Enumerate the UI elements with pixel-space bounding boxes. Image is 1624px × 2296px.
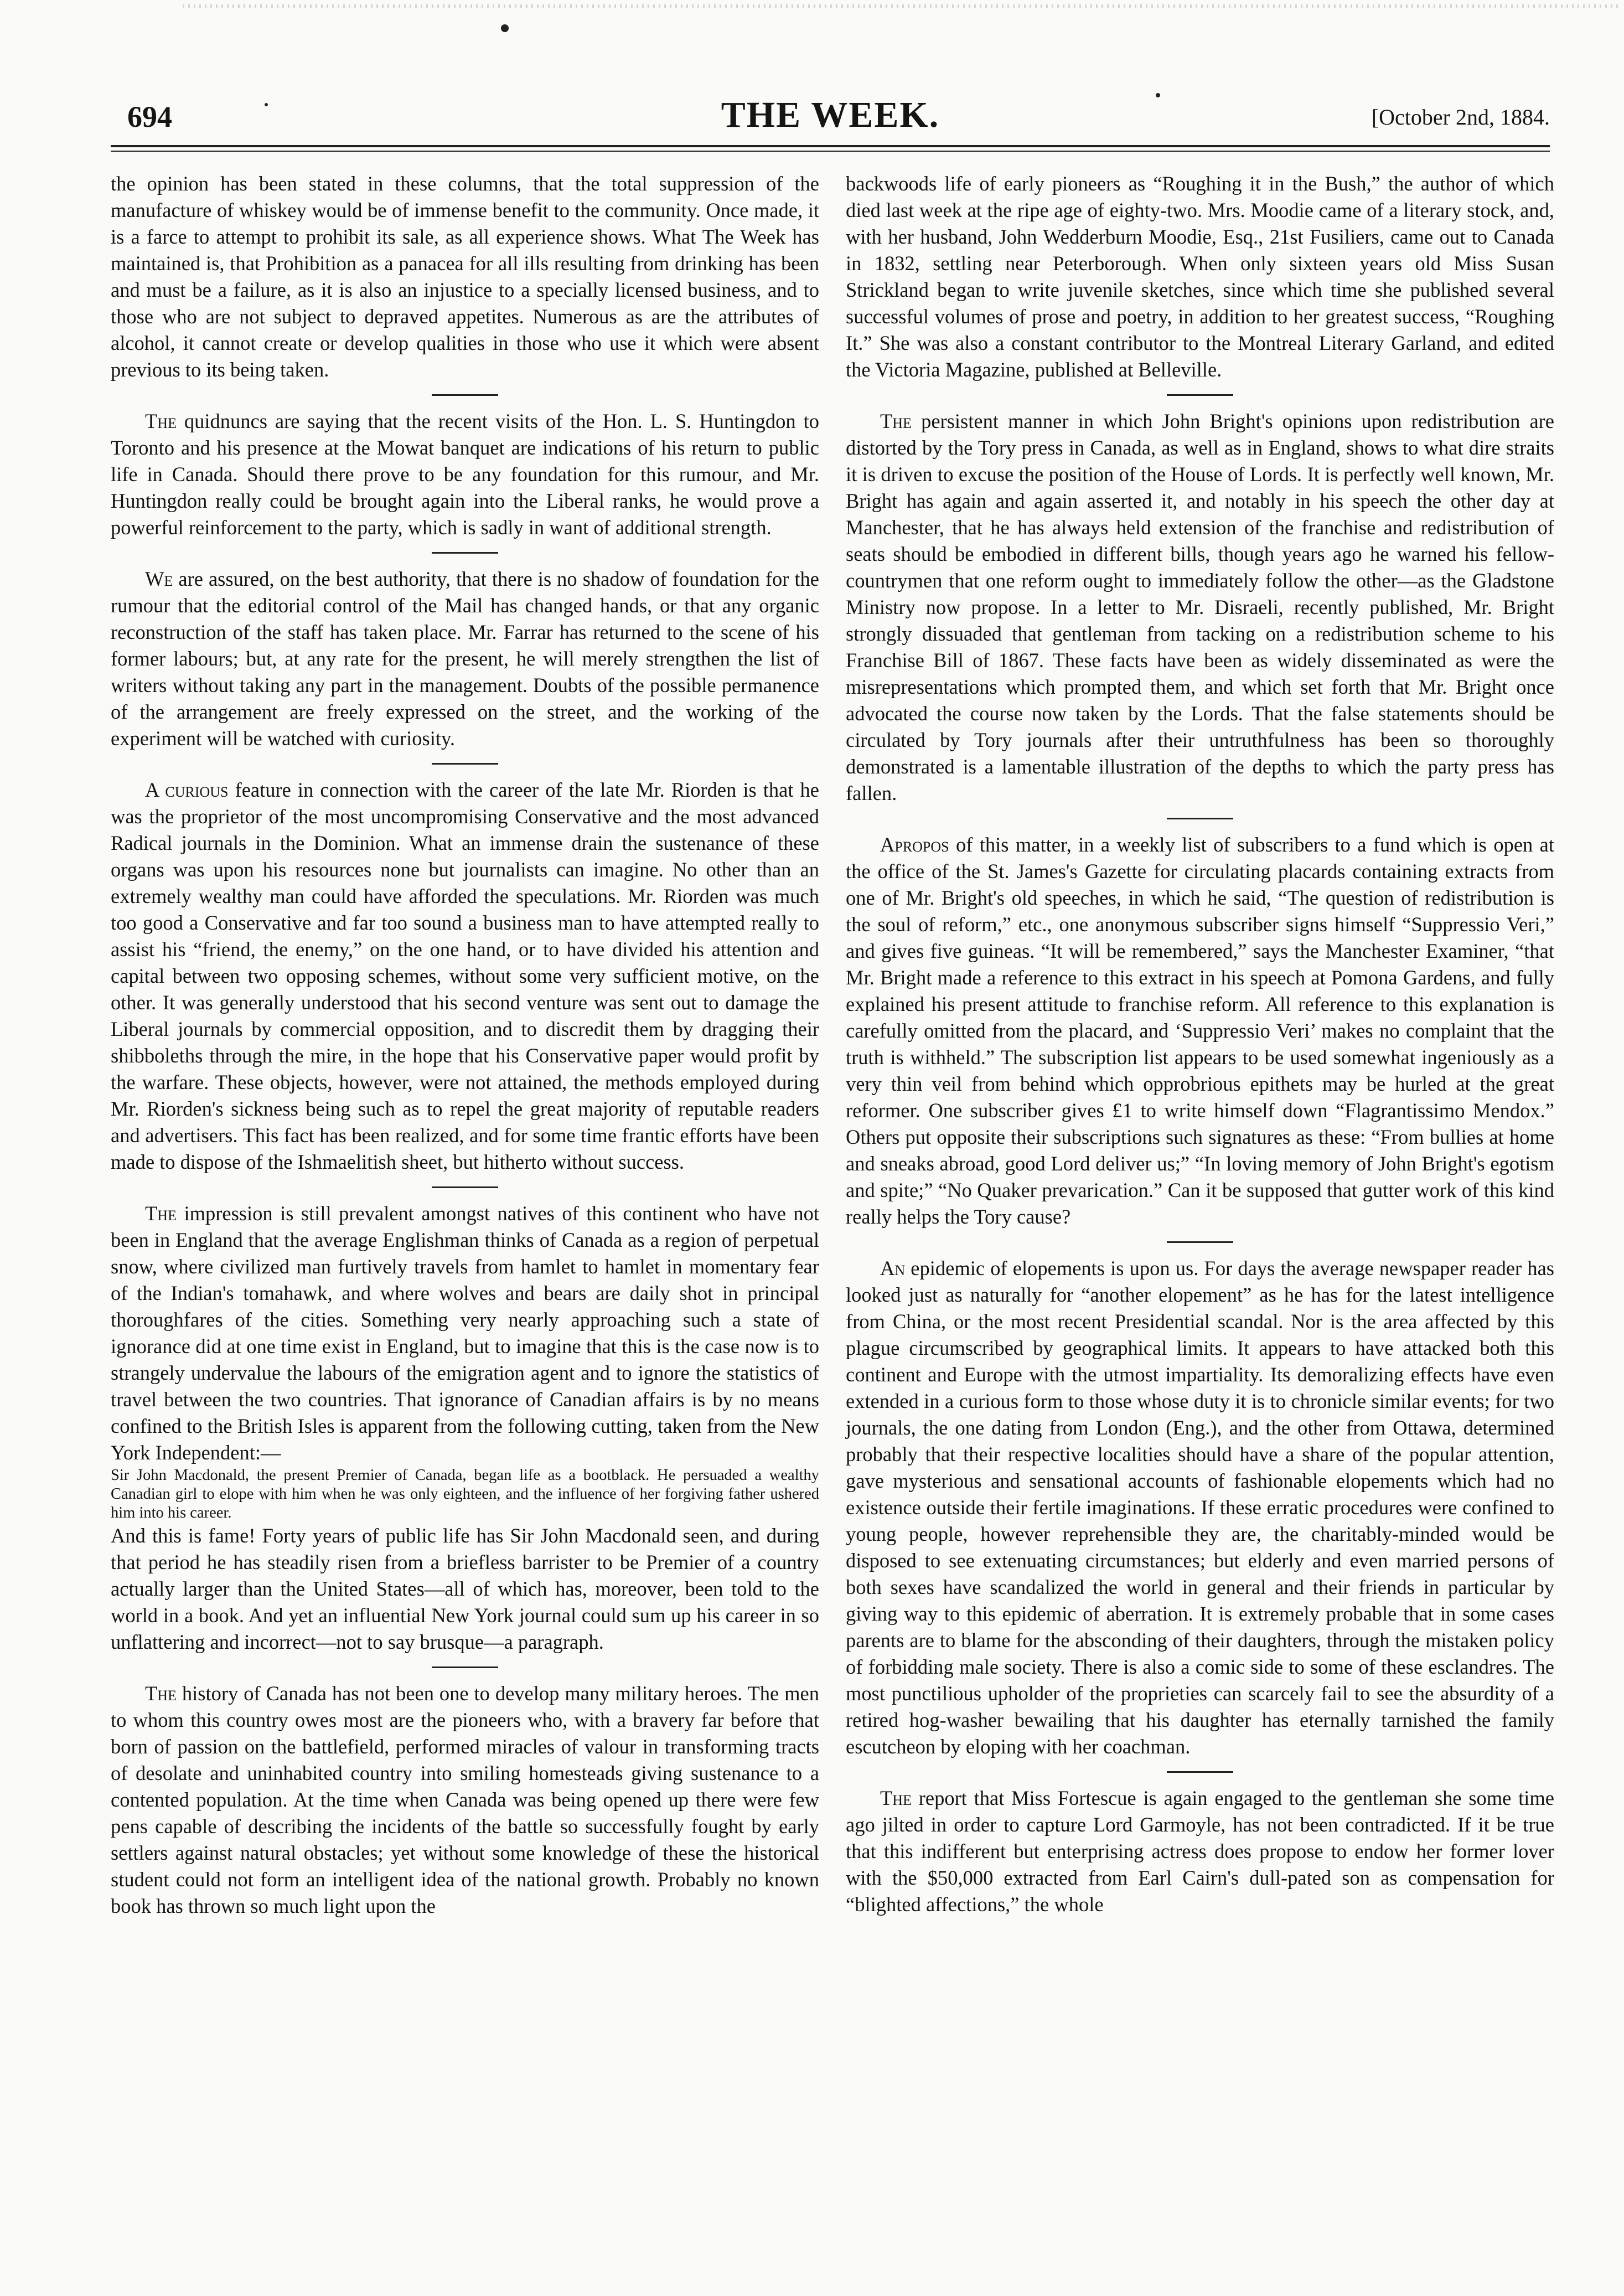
paragraph-body: of this matter, in a weekly list of subscribers to a fund which is open at the office of the St. James's Gazette for circulating placards containing extracts from one of Mr. Bright's old speeches, in which he said, “The question of redistribution is the soul of reform,” etc., one anonymous subscriber signs himself “Suppressio Veri,” and gives five guineas. “It will be remembered,” says the Manchester Examiner, “that Mr. Bright made a reference to this extract in his speech at Pomona Gardens, and fully explained his present attitude to franchise reform. All reference to this explanation is carefully omitted from the placard, and ‘Suppressio Veri’ makes no complaint that the truth is withheld.” The subscription list appears to be used somewhat ingeniously as a very thin veil from behind which opprobrious epithets may be hurled at the great reformer. One subscriber gives £1 to write himself down “Flagrantissimo Mendox.” Others put opposite their subscriptions such signatures as these: “From bullies at home and sneaks abroad, good Lord deliver us;” “In loving memory of John Bright's egotism and spite;” “No Quaker prevarication.” Can it be supposed that gutter work of this kind really helps the Tory cause?: [846, 833, 1554, 1228]
paragraph: [846, 408, 1554, 807]
section-divider: [432, 763, 498, 765]
lead-word: The: [880, 1787, 912, 1809]
quoted-cutting: Sir John Macdonald, the present Premier of Canada, began life as a bootblack. He persuaded a wealthy Canadian girl to elope with him when he was only eighteen, and the influence of her forgiving father ushered him into his career.: [111, 1467, 819, 1521]
paragraph-body: report that Miss Fortescue is again engaged to the gentleman she some time ago jilted in order to capture Lord Garmoyle, has not been contradicted. If it be true that this indifferent but enterprising actress does propose to endow her former lover with the $50,000 extracted from Earl Cairn's dull-pated son as compensation for “blighted affections,” the whole: [846, 1787, 1555, 1916]
paragraph-body: impression is still prevalent amongst natives of this continent who have not been in England that the average Englishman thinks of Canada as a region of perpetual snow, where civilized man furtively travels from hamlet to hamlet in momentary fear of the Indian's tomahawk, and where wolves and bears are daily shot in principal thoroughfares of the cities. Something very nearly approaching such a state of ignorance did at one time exist in England, but to imagine that this is the case now is to strangely undervalue the labours of the emigration agent and to ignore the statistics of travel between the two countries. That ignorance of Canadian affairs is by no means confined to the British Isles is apparent from the following cutting, taken from the New York Independent:—: [111, 1202, 820, 1464]
scan-artifact: [183, 4, 1622, 8]
paragraph: [111, 566, 819, 752]
section-divider: [432, 552, 498, 554]
paragraph-body: history of Canada has not been one to develop many military heroes. The men to whom this country owes most are the pioneers who, with a bravery far before that born of passion on the battlefield, performed miracles of valour in transforming tracts of desolate and uninhabited country into smiling homesteads giving sustenance to a contented population. At the time when Canada was being opened up there were few pens capable of describing the incidents of the battle so successfully fought by early settlers against natural obstacles; yet without some knowledge of these the historical student could not form an intelligent idea of the national growth. Probably no known book has thrown so much light upon the: [111, 1682, 819, 1917]
lead-word: An: [880, 1257, 906, 1279]
lead-word: The: [145, 410, 177, 432]
header-rule-thin: [111, 151, 1550, 152]
left-column: [111, 171, 819, 1920]
paragraph-body: quidnuncs are saying that the recent visits of the Hon. L. S. Huntingdon to Toronto and his presence at the Mowat banquet are indications of his return to public life in Canada. Should there prove to be any foundation for this rumour, and Mr. Huntingdon really could be brought again into the Liberal ranks, he would prove a powerful reinforcement to the party, which is sadly in want of additional strength.: [111, 410, 820, 539]
page-number: 694: [127, 100, 172, 133]
right-column: [846, 171, 1554, 1918]
lead-word: We: [145, 567, 173, 590]
section-divider: [1167, 1241, 1233, 1243]
paragraph: the opinion has been stated in these columns, that the total suppression of the manufacture of whiskey would be of immense benefit to the community. Once made, it is a farce to attempt to prohibit its sale, as all experience shows. What The Week has maintained is, that Prohibition as a panacea for all ills resulting from drinking has been and must be a failure, as it is also an injustice to a specially licensed business, and to those who are not subject to depraved appetites. Numerous as are the attributes of alcohol, it cannot create or develop qualities in those who use it which were absent previous to its being taken.: [111, 172, 819, 381]
paragraph: And this is fame! Forty years of public life has Sir John Macdonald seen, and during that period he has steadily risen from a briefless barrister to be Premier of a country actually larger than the United States—all of which has, moreover, been told to the world in a book. And yet an influential New York journal could sum up his career in so unflattering and incorrect—not to say brusque—a paragraph.: [111, 1524, 819, 1653]
paragraph-body: feature in connection with the career of the late Mr. Riorden is that he was the proprietor of the most uncompromising Conservative and the most advanced Radical journals in the Dominion. What an immense drain the sustenance of these organs was upon his resources none but journalists can imagine. No other than an extremely wealthy man could have afforded the speculations. Mr. Riorden was much too good a Conservative and far too sound a business man to have attempted really to assist his “friend, the enemy,” on the one hand, or to have divided his attention and capital between two opposing schemes, without some very sufficient motive, on the other. It was generally understood that his second venture was sent out to damage the Liberal journals by commercial opposition, and to discredit them by dragging their shibboleths through the mire, in the hope that his Conservative paper would profit by the warfare. These objects, however, were not attained, the methods employed during Mr. Riorden's sickness being such as to repel the great majority of reputable readers and advertisers. This fact has been realized, and for some time frantic efforts have been made to dispose of the Ishmaelitish sheet, but hitherto without success.: [111, 778, 820, 1173]
section-divider: [432, 394, 498, 396]
lead-word: Apropos: [880, 833, 949, 856]
paragraph: [846, 832, 1554, 1230]
paragraph-body: persistent manner in which John Bright's opinions upon redistribution are distorted by the Tory press in Canada, as well as in England, shows to what dire straits it is driven to excuse the position of the House of Lords. It is perfectly well known, Mr. Bright has again and again asserted it, and notably in his speech the other day at Manchester, that he has always held extension of the franchise and redistribution of seats should be embodied in different bills, though years ago he warned his fellow-countrymen that one reform ought to immediately follow the other—as the Gladstone Ministry now propose. In a letter to Mr. Disraeli, recently published, Mr. Bright strongly dissuaded that gentleman from tacking on a redistribution scheme to his Franchise Bill of 1867. These facts have been as widely disseminated as were the misrepresentations which prompted them, and which set forth that Mr. Bright once advocated the course now taken by the Lords. That the false statements should be circulated by Tory journals after their untruthfulness has been so thoroughly demonstrated is a lamentable illustration of the depths to which the party press has fallen.: [846, 410, 1555, 804]
lead-word: The: [880, 410, 912, 432]
page-header: [111, 94, 1550, 138]
paragraph: [846, 1785, 1554, 1918]
section-divider: [1167, 394, 1233, 396]
paragraph: backwoods life of early pioneers as “Roughing it in the Bush,” the author of which died last week at the ripe age of eighty-two. Mrs. Moodie came of a literary stock, and, with her husband, John Wedderburn Moodie, Esq., 21st Fusiliers, came out to Canada in 1832, settling near Peterborough. When only sixteen years old Miss Susan Strickland began to write juvenile sketches, since which time she published several successful volumes of prose and poetry, in addition to her greatest success, “Roughing It.” She was also a constant contributor to the Montreal Literary Garland, and edited the Victoria Magazine, published at Belleville.: [846, 172, 1554, 381]
paragraph: [846, 1255, 1554, 1760]
header-rule: [111, 145, 1550, 147]
section-divider: [1167, 1771, 1233, 1773]
paragraph: [111, 408, 819, 541]
section-divider: [432, 1186, 498, 1188]
section-divider: [432, 1666, 498, 1668]
paragraph: [111, 1680, 819, 1920]
lead-word: The: [145, 1202, 177, 1225]
paragraph: [111, 1200, 819, 1466]
lead-word: The: [145, 1682, 177, 1705]
section-divider: [1167, 818, 1233, 819]
scan-speck: [501, 24, 509, 32]
publication-title: THE WEEK.: [721, 95, 940, 135]
issue-date: [October 2nd, 1884.: [1371, 105, 1550, 130]
paragraph-body: epidemic of elopements is upon us. For days the average newspaper reader has looked just as naturally for “another elopement” as he has for the latest intelligence from China, or the most recent Presidential scandal. Nor is the area affected by this plague circumscribed by geographical limits. It appears to have attacked both this continent and Europe with the utmost impartiality. Its demoralizing effects have even extended in a curious form to those whose duty it is to chronicle similar events; for two journals, the one dating from London (Eng.), and the other from Ottawa, determined probably that their respective localities should have a share of the popular attention, gave mysterious and sensational accounts of fashionable elopements which had no existence outside their fertile imaginations. If these erratic procedures were confined to young people, however reprehensible they are, the charitably-minded would be disposed to see extenuating circumstances; but elderly and even married persons of both sexes have scandalized the world in general and their friends in particular by giving way to this epidemic of aberration. It is extremely probable that in some cases parents are to blame for the absconding of their daughters, through the mistaken policy of forbidding male society. There is also a comic side to some of these esclandres. The most punctilious upholder of the proprieties can scarcely fail to see the absurdity of a retired hog-washer bewailing that his daughter has eternally tarnished the family escutcheon by eloping with her coachman.: [846, 1257, 1555, 1758]
paragraph-body: are assured, on the best authority, that there is no shadow of foundation for the rumour that the editorial control of the Mail has changed hands, or that any organic reconstruction of the staff has taken place. Mr. Farrar has returned to the scene of his former labours; but, at any rate for the present, he will merely strengthen the list of writers without taking any part in the management. Doubts of the possible permanence of the arrangement are freely expressed on the street, and the working of the experiment will be watched with curiosity.: [111, 567, 820, 750]
lead-word: A curious: [145, 778, 229, 801]
paragraph: [111, 777, 819, 1175]
